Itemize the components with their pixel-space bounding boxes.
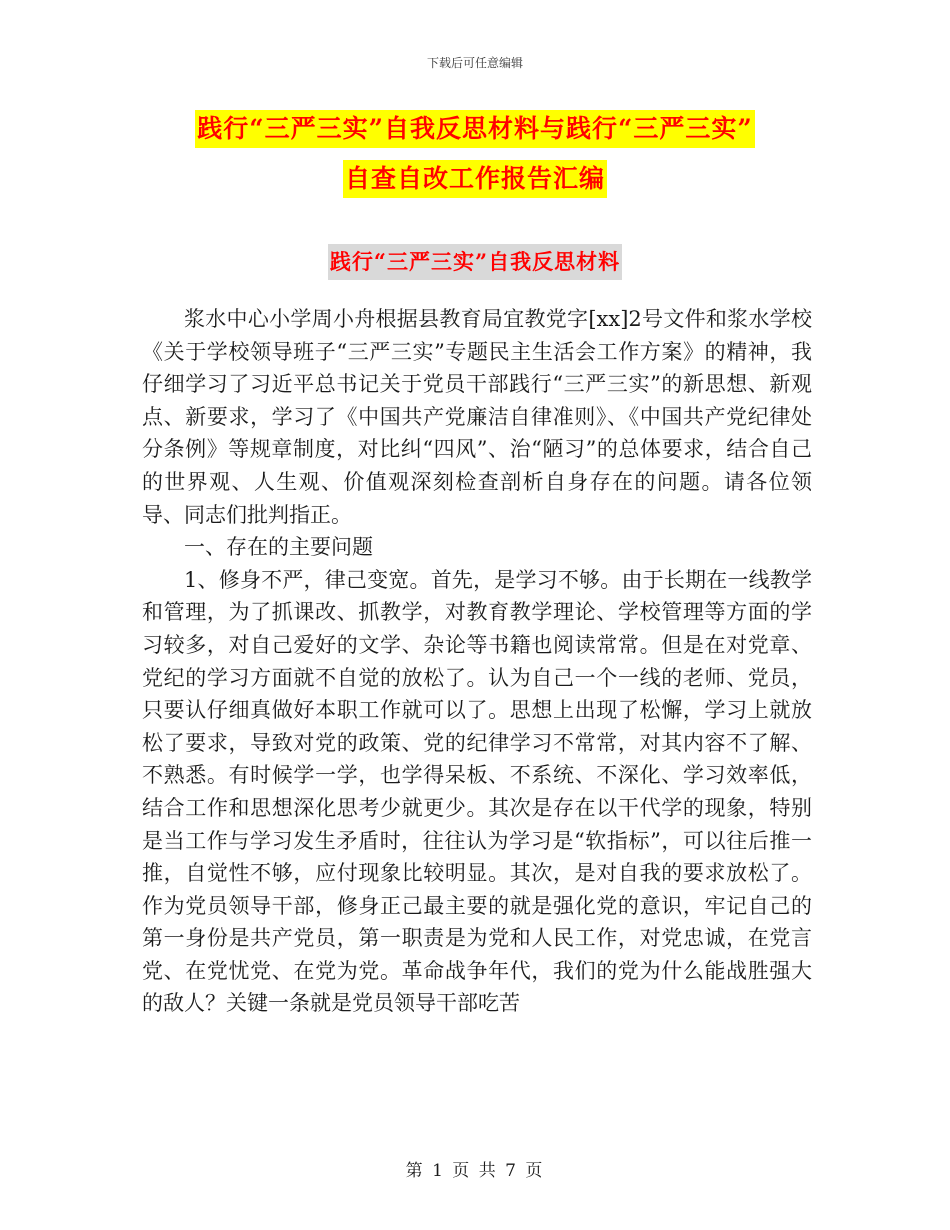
header-note: 下载后可任意编辑: [426, 56, 523, 70]
body-text: [142, 303, 812, 1020]
document-title: [0, 110, 950, 210]
paragraph-intro: 浆水中心小学周小舟根据县教育局宜教党字[xx]2号文件和浆水学校《关于学校领导班子“三严三实”专题民主生活会工作方案》的精神，我仔细学习了习近平总书记关于党员干部践行“三严三实”的新思想、新观点、新要求，学习了《中国共产党廉洁自律准则》、《中国共产党纪律处分条例》等规章制度，对比纠“四风”、治“陋习”的总体要求，结合自己的世界观、人生观、价值观深刻检查剖析自身存在的问题。请各位领导、同志们批判指正。: [142, 307, 812, 527]
title-line-1: 践行“三严三实”自我反思材料与践行“三严三实”: [195, 110, 755, 148]
section-heading: [0, 244, 950, 280]
section-title: 践行“三严三实”自我反思材料: [328, 244, 622, 280]
title-line-2: 自查自改工作报告汇编: [343, 160, 607, 198]
paragraph-heading-problems: 一、存在的主要问题: [184, 535, 373, 560]
page-number: 第 1 页 共 7 页: [405, 1161, 545, 1181]
paragraph-point-1: 1、修身不严，律己变宽。首先，是学习不够。由于长期在一线教学和管理，为了抓课改、抓教学，对教育教学理论、学校管理等方面的学习较多，对自己爱好的文学、杂论等书籍也阅读常常。但是在对党章、党纪的学习方面就不自觉的放松了。认为自己一个一线的老师、党员，只要认仔细真做好本职工作就可以了。思想上出现了松懈，学习上就放松了要求，导致对党的政策、党的纪律学习不常常，对其内容不了解、不熟悉。有时候学一学，也学得呆板、不系统、不深化、学习效率低，结合工作和思想深化思考少就更少。其次是存在以干代学的现象，特别是当工作与学习发生矛盾时，往往认为学习是“软指标”，可以往后推一推，自觉性不够，应付现象比较明显。其次，是对自我的要求放松了。作为党员领导干部，修身正己最主要的就是强化党的意识，牢记自己的第一身份是共产党员，第一职责是为党和人民工作，对党忠诚，在党言党、在党忧党、在党为党。革命战争年代，我们的党为什么能战胜强大的敌人？关键一条就是党员领导干部吃苦: [142, 567, 812, 1016]
